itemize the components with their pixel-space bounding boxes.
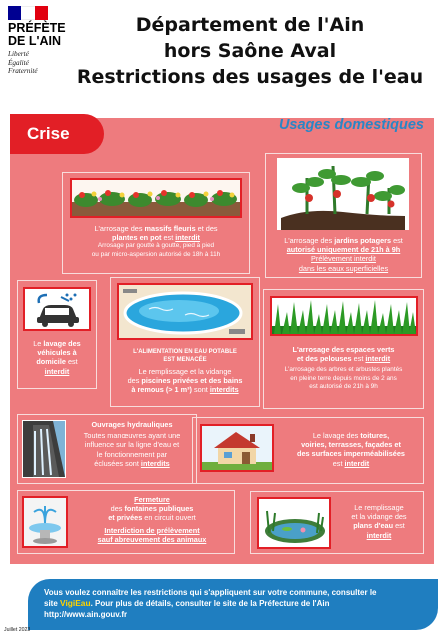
car-washing-icon [23,287,91,331]
prefecture-name: PRÉFÈTE DE L'AIN [8,21,66,48]
card-roof-washing-text: Le lavage des toitures, voiries, terrasses, façades et des surfaces imperméabilisées est interdit [297,431,405,468]
crisis-level-badge: Crise [10,114,104,154]
flower-bed-image [70,178,242,218]
card-vegetable-garden-text: L'arrosage des jardins potagers est autorisé uniquement de 21h à 9h Prélèvement interdit dans les eaux superficielles [284,236,403,273]
prefecture-website-link[interactable]: http://www.ain.gouv.fr [44,610,128,619]
lawn-image [270,296,418,336]
card-fountains-text: Fermeture des fontaines publiques et privées en circuit ouvert Interdiction de prélèvement sauf abreuvement des animaux [97,495,207,544]
banner-line-2: site VigiEau. Pour plus de détails, consulter le site de la Préfecture de l'Ain [44,598,330,608]
house-image [200,424,274,472]
french-flag-logo [8,6,48,20]
info-banner [28,579,438,630]
card-car-washing-text: Le lavage des véhicules à domicile est interdit [33,339,81,376]
card-hydraulic-works-text: Ouvrages hydrauliques Toutes manœuvres ayant une influence sur la ligne d'eau et le fonctionnement par éclusées sont interdits [83,420,181,468]
page-title-line-2: hors Saône Aval [163,40,337,62]
card-green-spaces-text: L'arrosage des espaces verts et des pelouses est interdit L'arrosage des arbres et arbustes plantés en pleine terre depuis moins de 2 ans est autorisé de 21h à 9h [284,345,403,390]
publication-date: Juillet 2023 [4,627,31,633]
card-ponds-text: Le remplissage et la vidange des plans d'eau est interdit [351,503,407,540]
vigieau-link[interactable]: VigiEau [60,598,91,608]
dam-image [22,420,66,478]
card-swimming-pool-text: L'ALIMENTATION EN EAU POTABLE EST MENACÉE Le remplissage et la vidange des piscines privées et des bains à remous (> 1 m³) sont interdits [127,349,243,395]
republic-motto: Liberté Égalité Fraternité [8,50,38,75]
domestic-uses-subtitle: Usages domestiques [278,117,424,133]
banner-line-1: Vous voulez connaître les restrictions qui s'appliquent sur votre commune, consulter le [44,588,377,597]
fountain-image [22,496,68,548]
swimming-pool-image [117,283,253,340]
page-title-line-3: Restrictions des usages de l'eau [76,66,424,88]
page-title-line-1: Département de l'Ain [135,14,365,36]
pond-image [257,497,331,549]
card-flower-beds-text: L'arrosage des massifs fleuris et des plantes en pot est interdit Arrosage par goutte à goutte, pied à pied ou par micro-aspersion autorisé de 18h à 11h [91,224,221,258]
vegetable-garden-image [277,158,409,230]
